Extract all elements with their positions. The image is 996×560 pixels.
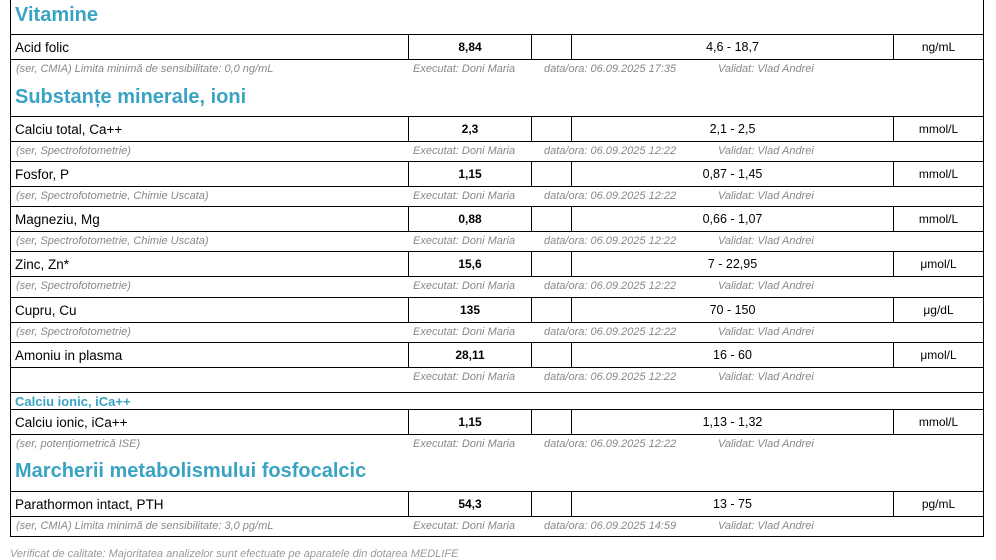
test-value: 8,84 xyxy=(408,35,531,59)
test-unit: μg/dL xyxy=(893,298,983,322)
test-reference-range: 7 - 22,95 xyxy=(571,252,893,276)
validated-by: Validat: Vlad Andrei xyxy=(718,280,814,292)
table-row xyxy=(11,206,983,232)
test-flag xyxy=(531,207,571,231)
executed-by: Executat: Doni Maria xyxy=(413,326,516,338)
test-flag xyxy=(531,410,571,434)
test-value: 28,11 xyxy=(408,343,531,367)
executed-date: data/ora: 06.09.2025 12:22 xyxy=(544,438,677,450)
table-row xyxy=(11,409,983,435)
test-name: Parathormon intact, PTH xyxy=(15,496,164,512)
test-name: Magneziu, Mg xyxy=(15,211,100,227)
executed-date: data/ora: 06.09.2025 17:35 xyxy=(544,63,677,75)
test-meta xyxy=(11,61,983,78)
test-unit: mmol/L xyxy=(893,117,983,141)
test-value: 1,15 xyxy=(408,410,531,434)
executed-by: Executat: Doni Maria xyxy=(413,520,516,532)
test-reference-range: 16 - 60 xyxy=(571,343,893,367)
executed-date: data/ora: 06.09.2025 12:22 xyxy=(544,326,677,338)
test-name: Calciu ionic, iCa++ xyxy=(15,414,128,430)
validated-by: Validat: Vlad Andrei xyxy=(718,438,814,450)
test-unit: mmol/L xyxy=(893,410,983,434)
test-meta xyxy=(11,369,983,386)
validated-by: Validat: Vlad Andrei xyxy=(718,235,814,247)
test-meta xyxy=(11,436,983,453)
method-note: (ser, Spectrofotometrie, Chimie Uscata) xyxy=(16,190,209,202)
validated-by: Validat: Vlad Andrei xyxy=(718,190,814,202)
table-row xyxy=(11,297,983,323)
test-flag xyxy=(531,343,571,367)
test-meta xyxy=(11,233,983,250)
validated-by: Validat: Vlad Andrei xyxy=(718,63,814,75)
test-name: Amoniu in plasma xyxy=(15,347,123,363)
table-row xyxy=(11,34,983,60)
table-row xyxy=(11,116,983,142)
test-value: 135 xyxy=(408,298,531,322)
test-meta xyxy=(11,143,983,160)
executed-by: Executat: Doni Maria xyxy=(413,145,516,157)
test-reference-range: 70 - 150 xyxy=(571,298,893,322)
validated-by: Validat: Vlad Andrei xyxy=(718,371,814,383)
test-unit: μmol/L xyxy=(893,252,983,276)
test-unit: mmol/L xyxy=(893,162,983,186)
test-flag xyxy=(531,492,571,516)
executed-by: Executat: Doni Maria xyxy=(413,371,516,383)
test-value: 2,3 xyxy=(408,117,531,141)
table-row xyxy=(11,491,983,517)
test-unit: ng/mL xyxy=(893,35,983,59)
test-reference-range: 1,13 - 1,32 xyxy=(571,410,893,434)
method-note: (ser, Spectrofotometrie) xyxy=(16,280,131,292)
executed-date: data/ora: 06.09.2025 12:22 xyxy=(544,371,677,383)
test-flag xyxy=(531,117,571,141)
table-row xyxy=(11,161,983,187)
table-row xyxy=(11,251,983,277)
executed-date: data/ora: 06.09.2025 12:22 xyxy=(544,235,677,247)
executed-date: data/ora: 06.09.2025 12:22 xyxy=(544,145,677,157)
test-reference-range: 4,6 - 18,7 xyxy=(571,35,893,59)
method-note: (ser, CMIA) Limita minimă de sensibilitate: 0,0 ng/mL xyxy=(16,63,274,75)
test-reference-range: 0,66 - 1,07 xyxy=(571,207,893,231)
test-name: Acid folic xyxy=(15,39,70,55)
method-note: (ser, Spectrofotometrie) xyxy=(16,326,131,338)
test-reference-range: 13 - 75 xyxy=(571,492,893,516)
test-flag xyxy=(531,252,571,276)
executed-date: data/ora: 06.09.2025 12:22 xyxy=(544,190,677,202)
executed-by: Executat: Doni Maria xyxy=(413,63,516,75)
test-meta xyxy=(11,324,983,341)
validated-by: Validat: Vlad Andrei xyxy=(718,520,814,532)
test-meta xyxy=(11,278,983,295)
test-meta xyxy=(11,518,983,535)
test-reference-range: 2,1 - 2,5 xyxy=(571,117,893,141)
test-reference-range: 0,87 - 1,45 xyxy=(571,162,893,186)
test-value: 1,15 xyxy=(408,162,531,186)
executed-by: Executat: Doni Maria xyxy=(413,235,516,247)
test-name: Fosfor, P xyxy=(15,166,70,182)
method-note: (ser, Spectrofotometrie, Chimie Uscata) xyxy=(16,235,209,247)
test-value: 15,6 xyxy=(408,252,531,276)
test-unit: pg/mL xyxy=(893,492,983,516)
validated-by: Validat: Vlad Andrei xyxy=(718,145,814,157)
section-title-calciu-ionic: Calciu ionic, iCa++ xyxy=(11,392,983,409)
executed-by: Executat: Doni Maria xyxy=(413,438,516,450)
table-row xyxy=(11,342,983,368)
executed-by: Executat: Doni Maria xyxy=(413,280,516,292)
section-title-fosfocalcic: Marcherii metabolismului fosfocalcic xyxy=(15,460,367,482)
test-flag xyxy=(531,298,571,322)
test-flag xyxy=(531,162,571,186)
results-sheet xyxy=(10,0,984,537)
test-flag xyxy=(531,35,571,59)
test-name: Cupru, Cu xyxy=(15,302,77,318)
test-meta xyxy=(11,188,983,205)
method-note: (ser, Spectrofotometrie) xyxy=(16,145,131,157)
method-note: (ser, CMIA) Limita minimă de sensibilitate: 3,0 pg/mL xyxy=(16,520,274,532)
test-unit: mmol/L xyxy=(893,207,983,231)
section-title-vitamine: Vitamine xyxy=(15,4,98,26)
executed-by: Executat: Doni Maria xyxy=(413,190,516,202)
section-title-minerale: Substanțe minerale, ioni xyxy=(15,86,247,108)
footer-note: Verificat de calitate: Majoritatea analizelor sunt efectuate pe aparatele din dotarea MEDLIFE xyxy=(10,548,459,560)
test-value: 0,88 xyxy=(408,207,531,231)
test-name: Zinc, Zn* xyxy=(15,256,70,272)
validated-by: Validat: Vlad Andrei xyxy=(718,326,814,338)
method-note: (ser, potențiometrică ISE) xyxy=(16,438,141,450)
executed-date: data/ora: 06.09.2025 14:59 xyxy=(544,520,677,532)
test-value: 54,3 xyxy=(408,492,531,516)
test-unit: μmol/L xyxy=(893,343,983,367)
executed-date: data/ora: 06.09.2025 12:22 xyxy=(544,280,677,292)
test-name: Calciu total, Ca++ xyxy=(15,121,123,137)
